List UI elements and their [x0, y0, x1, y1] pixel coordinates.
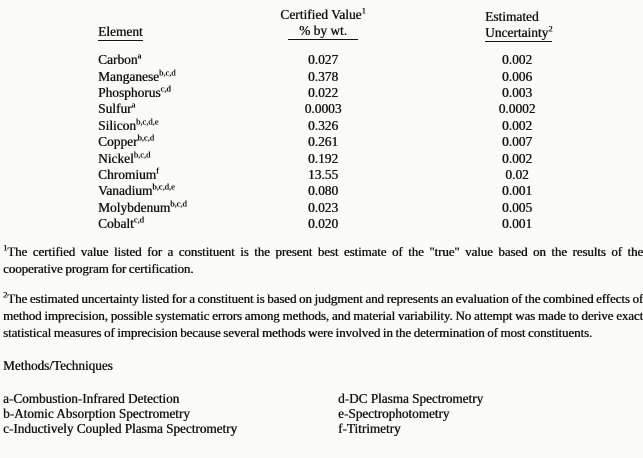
element-method-marks: b,c,d	[158, 67, 176, 78]
certified-value-header-label: Certified Value	[280, 7, 362, 22]
table-row	[3, 183, 619, 199]
element-label: Chromium	[98, 167, 157, 183]
percent-by-wt-label: % by wt.	[288, 23, 358, 41]
element-label: Copper	[98, 134, 138, 150]
uncertainty-value: 0.001	[501, 183, 533, 199]
certified-value: 0.0003	[304, 101, 342, 117]
element-label: Vanadium	[98, 183, 153, 199]
element-name	[3, 85, 231, 101]
element-name	[3, 134, 231, 150]
uncertainty-value: 0.002	[501, 150, 533, 166]
table-row	[3, 101, 619, 117]
method-item-b: b-Atomic Absorption Spectrometry	[3, 406, 190, 422]
uncertainty-value: 0.006	[501, 68, 533, 84]
certified-value-header-line1	[231, 7, 415, 23]
element-header-label: Element	[98, 23, 143, 39]
uncertainty-header-underline	[485, 25, 552, 42]
element-name	[3, 183, 231, 199]
uncertainty-header-label: Uncertainty	[485, 24, 549, 40]
element-label: Phosphorus	[98, 85, 161, 100]
method-item-e: e-Spectrophotometry	[338, 406, 450, 422]
uncertainty-value: 0.001	[501, 216, 533, 232]
uncertainty-column-header	[415, 7, 619, 40]
uncertainty-value: 0.007	[501, 134, 533, 150]
table-row	[3, 85, 619, 101]
certified-value: 0.326	[307, 117, 339, 133]
element-label: Nickel	[98, 150, 134, 166]
table-row	[3, 200, 619, 216]
method-item-c: c-Inductively Coupled Plasma Spectrometry	[3, 421, 238, 437]
certified-value: 13.55	[307, 167, 339, 183]
table-row	[3, 216, 619, 232]
uncertainty-value: 0.003	[501, 85, 533, 100]
element-method-marks: b,c,d,e	[135, 116, 159, 127]
footnote-2-marker: 2	[3, 289, 8, 300]
element-label: Sulfur	[98, 101, 132, 117]
uncertainty-value: 0.005	[501, 199, 533, 215]
uncertainty-header-line2	[485, 25, 619, 41]
footnote-2-text: The estimated uncertainty listed for a constituent is based on judgment and represents an evaluation of the combined effects of method imprecision, possible systematic errors among methods, and material variability. No attempt was made to derive exact statistical measures of imprecision because several methods were involved in the determination of most constituents.	[3, 291, 643, 341]
certified-value-footnote-marker: 1	[361, 5, 366, 16]
certified-value: 0.020	[307, 216, 339, 232]
certified-value: 0.027	[307, 52, 339, 68]
certified-value: 0.022	[307, 85, 339, 100]
element-name	[3, 167, 231, 183]
header-spacer	[3, 40, 619, 52]
table-row	[3, 134, 619, 150]
element-name	[3, 200, 231, 216]
element-method-marks: b,c,d,e	[152, 181, 175, 192]
element-method-marks: b,c,d	[170, 198, 187, 209]
element-label: Manganese	[98, 68, 159, 84]
element-name	[3, 101, 231, 117]
certified-value: 0.192	[307, 150, 339, 166]
method-item-f: f-Titrimetry	[338, 421, 401, 437]
methods-list	[3, 391, 641, 437]
table-row	[3, 118, 619, 134]
element-method-marks: b,c,d	[133, 149, 151, 160]
table-row	[3, 151, 619, 167]
element-method-marks: a	[131, 99, 136, 110]
element-method-marks: c,d	[160, 83, 171, 94]
element-label: Carbon	[98, 52, 138, 68]
element-method-marks: f	[156, 165, 159, 176]
uncertainty-value: 0.02	[505, 167, 529, 183]
element-method-marks: c,d	[133, 214, 144, 225]
element-method-marks: b,c,d	[137, 132, 154, 143]
certified-value: 0.080	[307, 183, 339, 199]
footnote-2	[3, 290, 643, 342]
element-label: Silicon	[98, 117, 136, 133]
element-name	[3, 69, 231, 85]
element-label: Cobalt	[98, 216, 134, 232]
table-row	[3, 69, 619, 85]
certified-value-column-header	[231, 7, 415, 40]
uncertainty-value: 0.002	[501, 52, 533, 68]
method-item-a: a-Combustion-Infrared Detection	[3, 390, 180, 406]
method-item-d: d-DC Plasma Spectrometry	[338, 390, 484, 406]
uncertainty-header-line1: Estimated	[485, 9, 539, 24]
element-method-marks: a	[137, 50, 142, 61]
footnote-1	[3, 243, 643, 277]
table-header-row	[3, 7, 619, 40]
methods-heading: Methods/Techniques	[3, 357, 113, 373]
element-name	[3, 216, 231, 232]
methods-column-left	[3, 391, 338, 437]
table-row	[3, 167, 619, 183]
certified-values-table	[3, 7, 619, 233]
element-label: Molybdenum	[98, 199, 171, 215]
certified-value-header-line2	[231, 23, 415, 41]
methods-column-right	[338, 391, 641, 437]
footnote-1-marker: 1	[3, 242, 8, 253]
element-name	[3, 52, 231, 68]
uncertainty-value: 0.002	[501, 117, 533, 133]
element-name	[3, 151, 231, 167]
table-row	[3, 52, 619, 68]
uncertainty-value: 0.0002	[498, 101, 536, 117]
uncertainty-footnote-marker: 2	[548, 23, 553, 34]
certified-value: 0.261	[307, 134, 339, 150]
element-name	[3, 118, 231, 134]
certified-value: 0.023	[307, 199, 339, 215]
certified-value: 0.378	[307, 68, 339, 84]
footnote-1-text: The certified value listed for a constituent is the present best estimate of the "true" value based on the results of the cooperative program for certification.	[3, 243, 643, 276]
element-column-header	[3, 7, 231, 40]
